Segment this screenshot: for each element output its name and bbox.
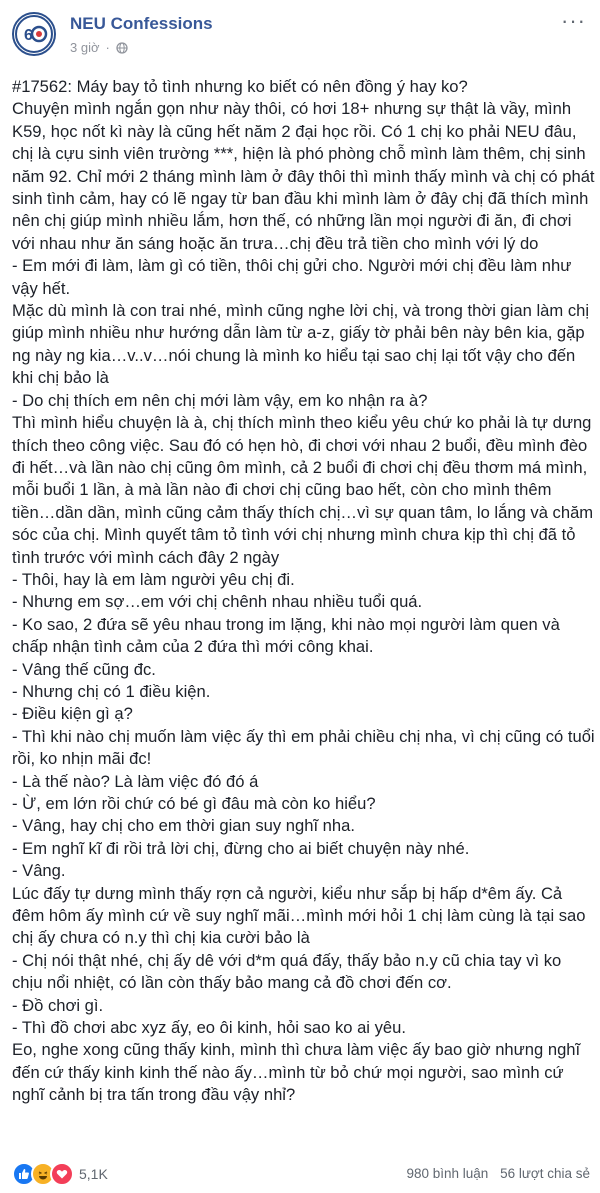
post-paragraph: - Vâng thế cũng đc.: [12, 659, 156, 679]
neu-logo-icon: [14, 14, 54, 54]
love-icon: [50, 1162, 74, 1186]
post-paragraph: - Nhưng chị có 1 điều kiện.: [12, 681, 211, 701]
more-options-icon[interactable]: ···: [561, 8, 586, 33]
post-paragraph: #17562: Máy bay tỏ tình nhưng ko biết có nên đồng ý hay ko?: [12, 77, 468, 96]
post-time[interactable]: 3 giờ: [70, 40, 100, 55]
post-paragraph: - Ko sao, 2 đứa sẽ yêu nhau trong im lặng, khi nào mọi người làm quen và chấp nhận tình cảm của 2 đứa thì mới công khai.: [12, 614, 560, 657]
post-paragraph: Lúc đấy tự dưng mình thấy rợn cả người, kiểu như sắp bị hấp d*êm ấy. Cả đêm hôm ấy mình cứ về suy nghĩ mãi…mình mới hỏi 1 chị làm cùng là tại sao chị ấy chưa có n.y thì chị kia cười bảo là: [12, 883, 586, 948]
post-paragraph: - Em mới đi làm, làm gì có tiền, thôi chị gửi cho. Người mới chị đều làm như vậy hết.: [12, 256, 572, 298]
dot-separator: ·: [105, 40, 110, 55]
post-paragraph: - Ừ, em lớn rồi chứ có bé gì đâu mà còn ko hiểu?: [12, 794, 376, 813]
post-paragraph: Mặc dù mình là con trai nhé, mình cũng nghe lời chị, và trong thời gian làm chị giúp mình nhiều như hướng dẫn làm từ a-z, giấy tờ phải bên này bên kia, gặp ng này ng kia…v..v…nói chung là mình ko hiểu tại sao chị lại tốt vậy cho đến khi chị bảo là: [12, 301, 590, 388]
post-paragraph: - Vâng, hay chị cho em thời gian suy nghĩ nha.: [12, 816, 355, 836]
shares-count-link[interactable]: 56 lượt chia sẻ: [500, 1166, 590, 1181]
post-meta: [70, 40, 128, 55]
post-paragraph: - Điều kiện gì ạ?: [12, 704, 133, 724]
post-paragraph: Eo, nghe xong cũng thấy kinh, mình thì chưa làm việc ấy bao giờ nhưng nghĩ đến cứ thấy kinh kinh thế nào ấy…mình từ bỏ chứ mọi người, sao mình cứ nghĩ cảnh bị tra tấn trong đầu vậy nhỉ?: [12, 1040, 581, 1105]
post-paragraph: - Thôi, hay là em làm người yêu chị đi.: [12, 569, 295, 589]
post-paragraph: - Em nghĩ kĩ đi rồi trả lời chị, đừng cho ai biết chuyện này nhé.: [12, 838, 470, 858]
post-paragraph: - Do chị thích em nên chị mới làm vậy, em ko nhận ra à?: [12, 390, 428, 410]
post-body: [12, 76, 596, 1107]
post-paragraph: - Vâng.: [12, 861, 66, 881]
engagement-stats: [398, 1166, 590, 1181]
post-paragraph: Chuyện mình ngắn gọn như này thôi, có hơi 18+ nhưng sự thật là vầy, mình K59, học nốt kì này là cũng hết năm 2 đại học rồi. Có 1 chị ko phải NEU đâu, chị là cựu sinh viên trường ***, hiện là phó phòng chỗ mình làm thêm, chị sinh năm 92. Chỉ mới 2 tháng mình làm ở đây thôi thì mình thấy mình và chị có phát sinh tình cảm, hay có lẽ ngay từ ban đầu khi mình làm ở đây chị đã thích mình nên chị giúp mình nhiều lắm, hơn thế, có những lần mọi người đi ăn, đi chơi với nhau như ăn sáng hoặc ăn trưa…chị đều trả tiền cho mình với lý do: [12, 99, 595, 253]
post-header: [0, 0, 600, 62]
comments-count-link[interactable]: 980 bình luận: [406, 1166, 489, 1181]
post-paragraph: - Chị nói thật nhé, chị ấy dê với d*m quá đấy, thấy bảo n.y cũ chia tay vì ko chịu nổi nhiệt, có lần còn thấy bảo mang cả đồ chơi đến cơ.: [12, 950, 562, 993]
post-footer: [0, 1160, 600, 1190]
post-paragraph: - Thì khi nào chị muốn làm việc ấy thì em phải chiều chị nha, vì chị cũng có tuổi rồi, ko nhịn mãi đc!: [12, 726, 595, 769]
globe-icon: [116, 42, 128, 54]
reaction-count[interactable]: 5,1K: [79, 1166, 108, 1182]
post-paragraph: - Đồ chơi gì.: [12, 995, 104, 1015]
page-avatar[interactable]: [12, 12, 56, 56]
svg-text:6: 6: [24, 27, 33, 44]
reaction-summary[interactable]: [12, 1162, 108, 1186]
post-paragraph: - Là thế nào? Là làm việc đó đó á: [12, 771, 259, 791]
post-paragraph: - Nhưng em sợ…em với chị chênh nhau nhiều tuổi quá.: [12, 592, 423, 612]
post-paragraph: - Thì đồ chơi abc xyz ấy, eo ôi kinh, hỏi sao ko ai yêu.: [12, 1018, 406, 1038]
post-paragraph: Thì mình hiểu chuyện là à, chị thích mình theo kiểu yêu chứ ko phải là tự dưng thích theo công việc. Sau đó có hẹn hò, đi chơi với nhau 2 buổi, đều mình đèo đi hết…và lần nào chị cũng ôm mình, cả 2 buổi đi chơi chị đều thơm má mình, mỗi buổi 1 lần, à mà lần nào đi chơi chị cũng bao hết, còn cho mình thêm tiền…dần dần, mình cũng cảm thấy thích chị…vì sự quan tâm, lo lắng và chăm sóc của chị. Mình quyết tâm tỏ tình với chị nhưng mình chưa kịp thì chị đã tỏ tình trước với mình cách đây 2 ngày: [12, 413, 594, 567]
page-name-link[interactable]: NEU Confessions: [70, 14, 213, 33]
